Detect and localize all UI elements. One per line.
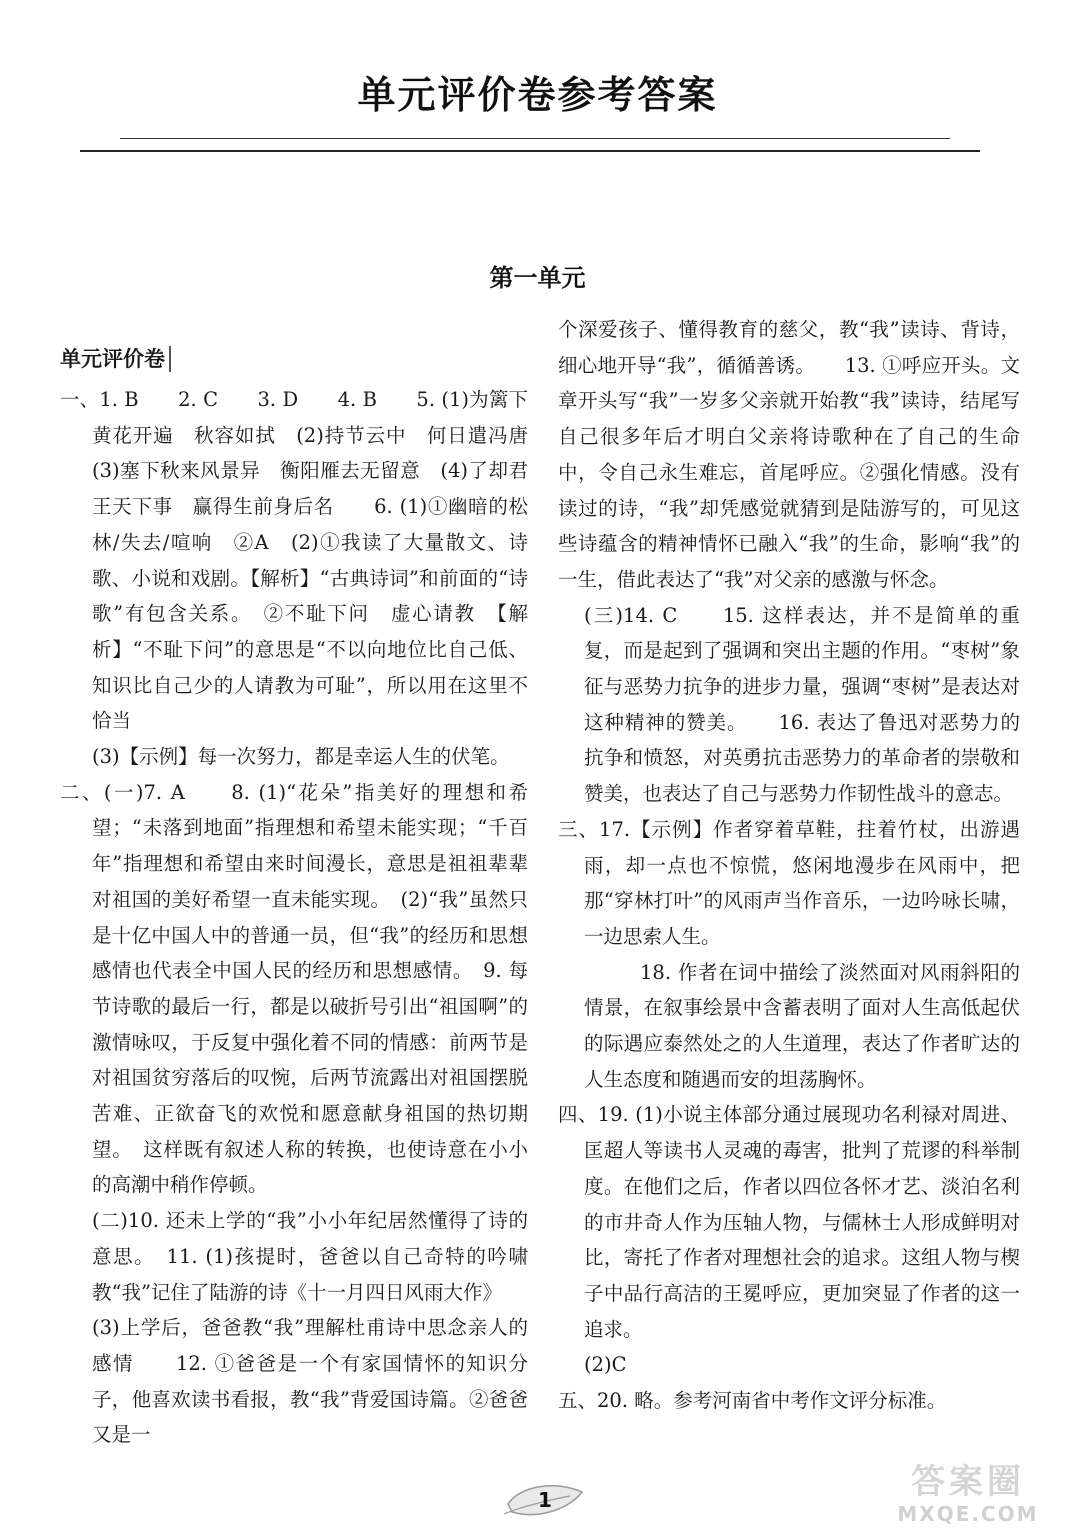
answer-paragraph: (三)14. C 15. 这样表达，并不是简单的重复，而是起到了强调和突出主题的作用。“枣树”象征与恶势力抗争的进步力量，强调“枣树”是表达对这种精神的赞美。 16. 表达了鲁迅对恶势力的抗争和愤怒，对英勇抗击恶势力的革命者的崇敬和赞美，也表达了自己与恶势力作韧性战斗的意志。 — [584, 603, 1020, 806]
header-rule-thin — [120, 138, 950, 139]
answer-paragraph: 18. 作者在词中描绘了淡然面对风雨斜阳的情景，在叙事绘景中含蓄表明了面对人生高低起伏的际遇应泰然处之的人生道理，表达了作者旷达的人生态度和随遇而安的坦荡胸怀。 — [584, 960, 1020, 1091]
answer-paragraph: 个深爱孩子、懂得教育的慈父，教“我”读诗、背诗，细心地开导“我”，循循善诱。 13. ①呼应开头。文章开头写“我”一岁多父亲就开始教“我”读诗，结尾写自己很多年后才明白父亲将诗歌种在了自己的生命中，令自己永生难忘，首尾呼应。②强化情感。没有读过的诗，“我”却凭感觉就猜到是陆游写的，可见这些诗蕴含的精神情怀已融入“我”的生命，影响“我”的一生，借此表达了“我”对父亲的感激与怀念。 — [558, 318, 1020, 591]
answer-paragraph: (2)C — [584, 1353, 627, 1377]
section-label-wrap — [60, 342, 528, 382]
page-number: 1 — [538, 1488, 552, 1512]
answer-paragraph: 一、1. B 2. C 3. D 4. B 5. (1)为篱下黄花开遍 秋容如拭 (2)持节云中 何日遣冯唐 (3)塞下秋来风景异 衡阳雁去无留意 (4)了却君王天下事 赢得生前身后名 6. (1)①幽暗的松林/失去/喧响 ②A (2)①我读了大量散文、诗歌、小说和戏剧。【解析】“古典诗词”和前面的“诗歌”有包含关系。 ②不耻下问 虚心请教 【解析】“不耻下问”的意思是“不以向地位比自己低、知识比自己少的人请教为可耻”，所以用在这里不恰当 — [60, 388, 548, 733]
right-column — [558, 312, 1020, 1419]
header-rule-thick — [80, 150, 980, 152]
answer-paragraph: (3)【示例】每一次努力，都是幸运人生的伏笔。 — [92, 745, 510, 769]
page-footer — [500, 1478, 590, 1522]
watermark — [878, 1462, 1058, 1530]
answer-paragraph: (3)上学后，爸爸教“我”理解杜甫诗中思念亲人的感情 12. ①爸爸是一个有家国情怀的知识分子，他喜欢读书看报，教“我”背爱国诗篇。②爸爸又是一 — [92, 1316, 528, 1447]
answer-paragraph: 二、(一)7. A 8. (1)“花朵”指美好的理想和希望；“未落到地面”指理想和希望未能实现；“千百年”指理想和希望由来时间漫长，意思是祖祖辈辈对祖国的美好希望一直未能实现。 (2)“我”虽然只是十亿中国人中的普通一员，但“我”的经历和思想感情也代表全中国人民的经历和思想感情。 9. 每节诗歌的最后一行，都是以破折号引出“祖国啊”的激情咏叹，于反复中强化着不同的情感：前两节是对祖国贫穷落后的叹惋，后两节流露出对祖国摆脱苦难、正欲奋飞的欢悦和愿意献身祖国的热切期望。 这样既有叙述人称的转换，也使诗意在小小的高潮中稍作停顿。 — [60, 780, 528, 1197]
watermark-url: MXQE.COM — [897, 1502, 1039, 1526]
answer-paragraph: (二)10. 还未上学的“我”小小年纪居然懂得了诗的意思。 11. (1)孩提时，爸爸以自己奇特的吟啸教“我”记住了陆游的诗《十一月四日风雨大作》 — [92, 1209, 528, 1304]
unit-title: 第一单元 — [489, 264, 586, 292]
answer-paragraph: 五、20. 略。参考河南省中考作文评分标准。 — [558, 1389, 947, 1413]
answer-paragraph: 四、19. (1)小说主体部分通过展现功名利禄对周进、匡超人等读书人灵魂的毒害，批判了荒谬的科举制度。在他们之后，作者以四位各怀才艺、淡泊名利的市井奇人作为压轴人物，与儒林士人形成鲜明对比，寄托了作者对理想社会的追求。这组人物与楔子中品行高洁的王冕呼应，更加突显了作者的这一追求。 — [558, 1103, 1020, 1341]
watermark-logo-text: 答案圈 — [911, 1462, 1025, 1502]
page-title: 单元评价卷参考答案 — [357, 73, 718, 117]
left-column — [60, 342, 548, 1453]
section-label: 单元评价卷 — [60, 346, 171, 372]
answer-paragraph: 三、17.【示例】作者穿着草鞋，拄着竹杖，出游遇雨，却一点也不惊慌，悠闲地漫步在风雨中，把那“穿林打叶”的风雨声当作音乐，一边吟咏长啸，一边思索人生。 — [558, 817, 1020, 948]
